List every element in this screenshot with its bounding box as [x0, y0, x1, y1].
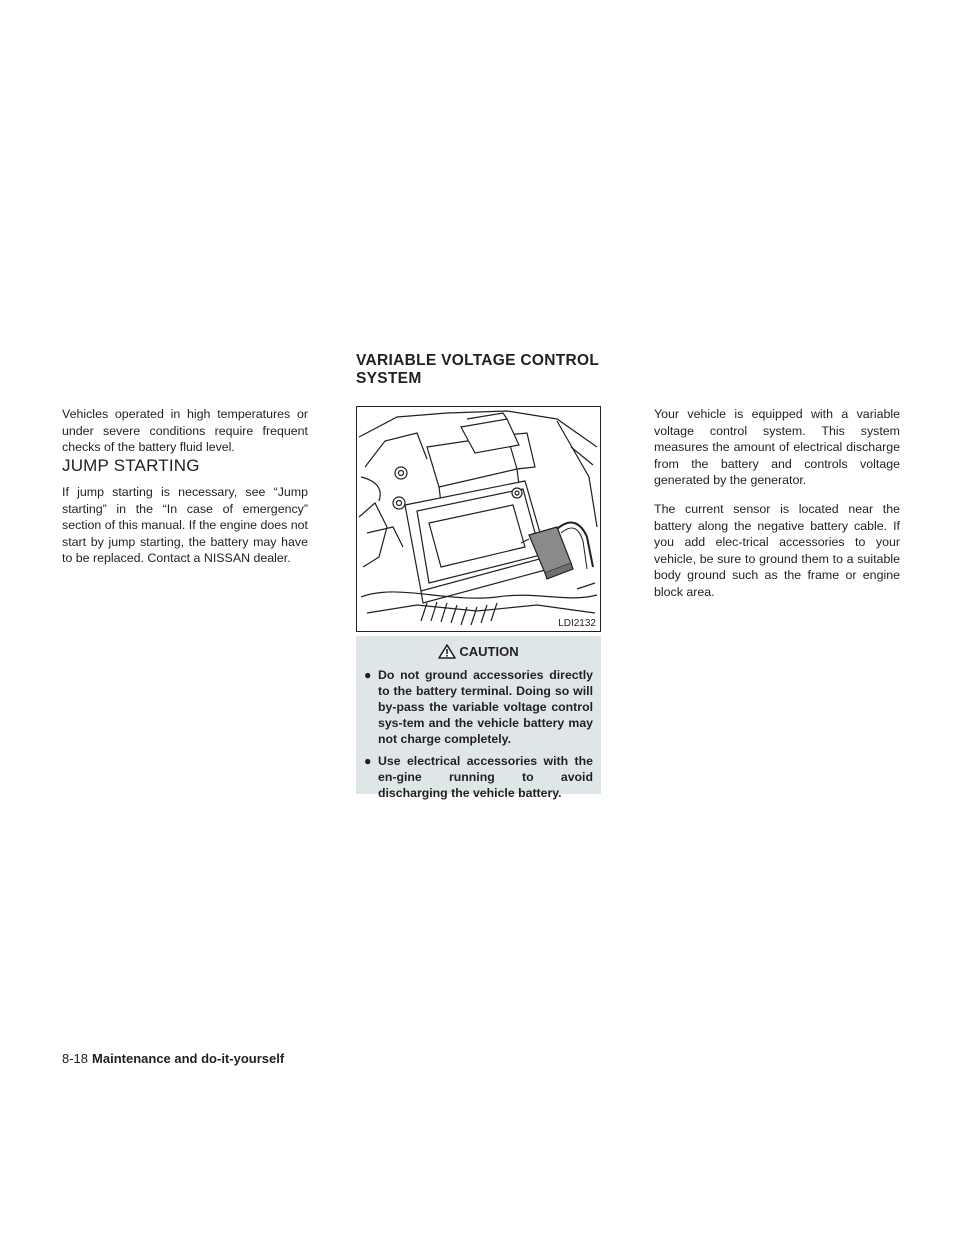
warning-triangle-icon: [438, 644, 456, 659]
figure-label: LDI2132: [558, 618, 596, 629]
caution-box: [356, 636, 601, 800]
page-footer: [62, 1051, 284, 1066]
current-sensor-paragraph: The current sensor is located near the battery along the negative battery cable. If you add elec-trical accessories to your vehicle, be sure to ground them to a suitable body ground such as the frame or engine block area.: [654, 501, 900, 599]
bullet-icon: ●: [364, 754, 372, 768]
section-heading: [356, 352, 599, 388]
jump-starting-heading: JUMP STARTING: [62, 456, 200, 475]
chapter-title: Maintenance and do-it-yourself: [92, 1051, 285, 1066]
caution-title-text: CAUTION: [459, 644, 519, 659]
right-column: [654, 406, 900, 601]
caution-item: [364, 753, 593, 801]
left-column: [62, 406, 308, 456]
section-heading-line2: SYSTEM: [356, 370, 422, 387]
caution-item-text: Use electrical accessories with the en-gine running to avoid discharging the vehicle battery.: [378, 754, 593, 800]
bullet-icon: ●: [364, 668, 372, 682]
battery-fluid-paragraph: Vehicles operated in high temperatures or under severe conditions require frequent checks of the battery fluid level.: [62, 407, 308, 455]
caution-title: [364, 644, 593, 659]
battery-drawing: [357, 407, 600, 631]
jump-starting-paragraph: If jump starting is necessary, see “Jump starting” in the “In case of emergency” section of this manual. If the engine does not start by jump starting, the battery may have to be replaced. Contact a NISSAN dealer.: [62, 485, 308, 566]
page-number: 8-18: [62, 1051, 89, 1066]
caution-item-text: Do not ground accessories directly to the battery terminal. Doing so will by-pass the variable voltage control sys-tem and the vehicle battery may not charge completely.: [378, 668, 593, 746]
vvcs-description-paragraph: Your vehicle is equipped with a variable voltage control system. This system measures the amount of electrical discharge from the battery and controls voltage generated by the generator.: [654, 407, 900, 488]
caution-item: [364, 667, 593, 747]
section-heading-line1: VARIABLE VOLTAGE CONTROL: [356, 352, 600, 369]
battery-illustration: [356, 406, 601, 632]
